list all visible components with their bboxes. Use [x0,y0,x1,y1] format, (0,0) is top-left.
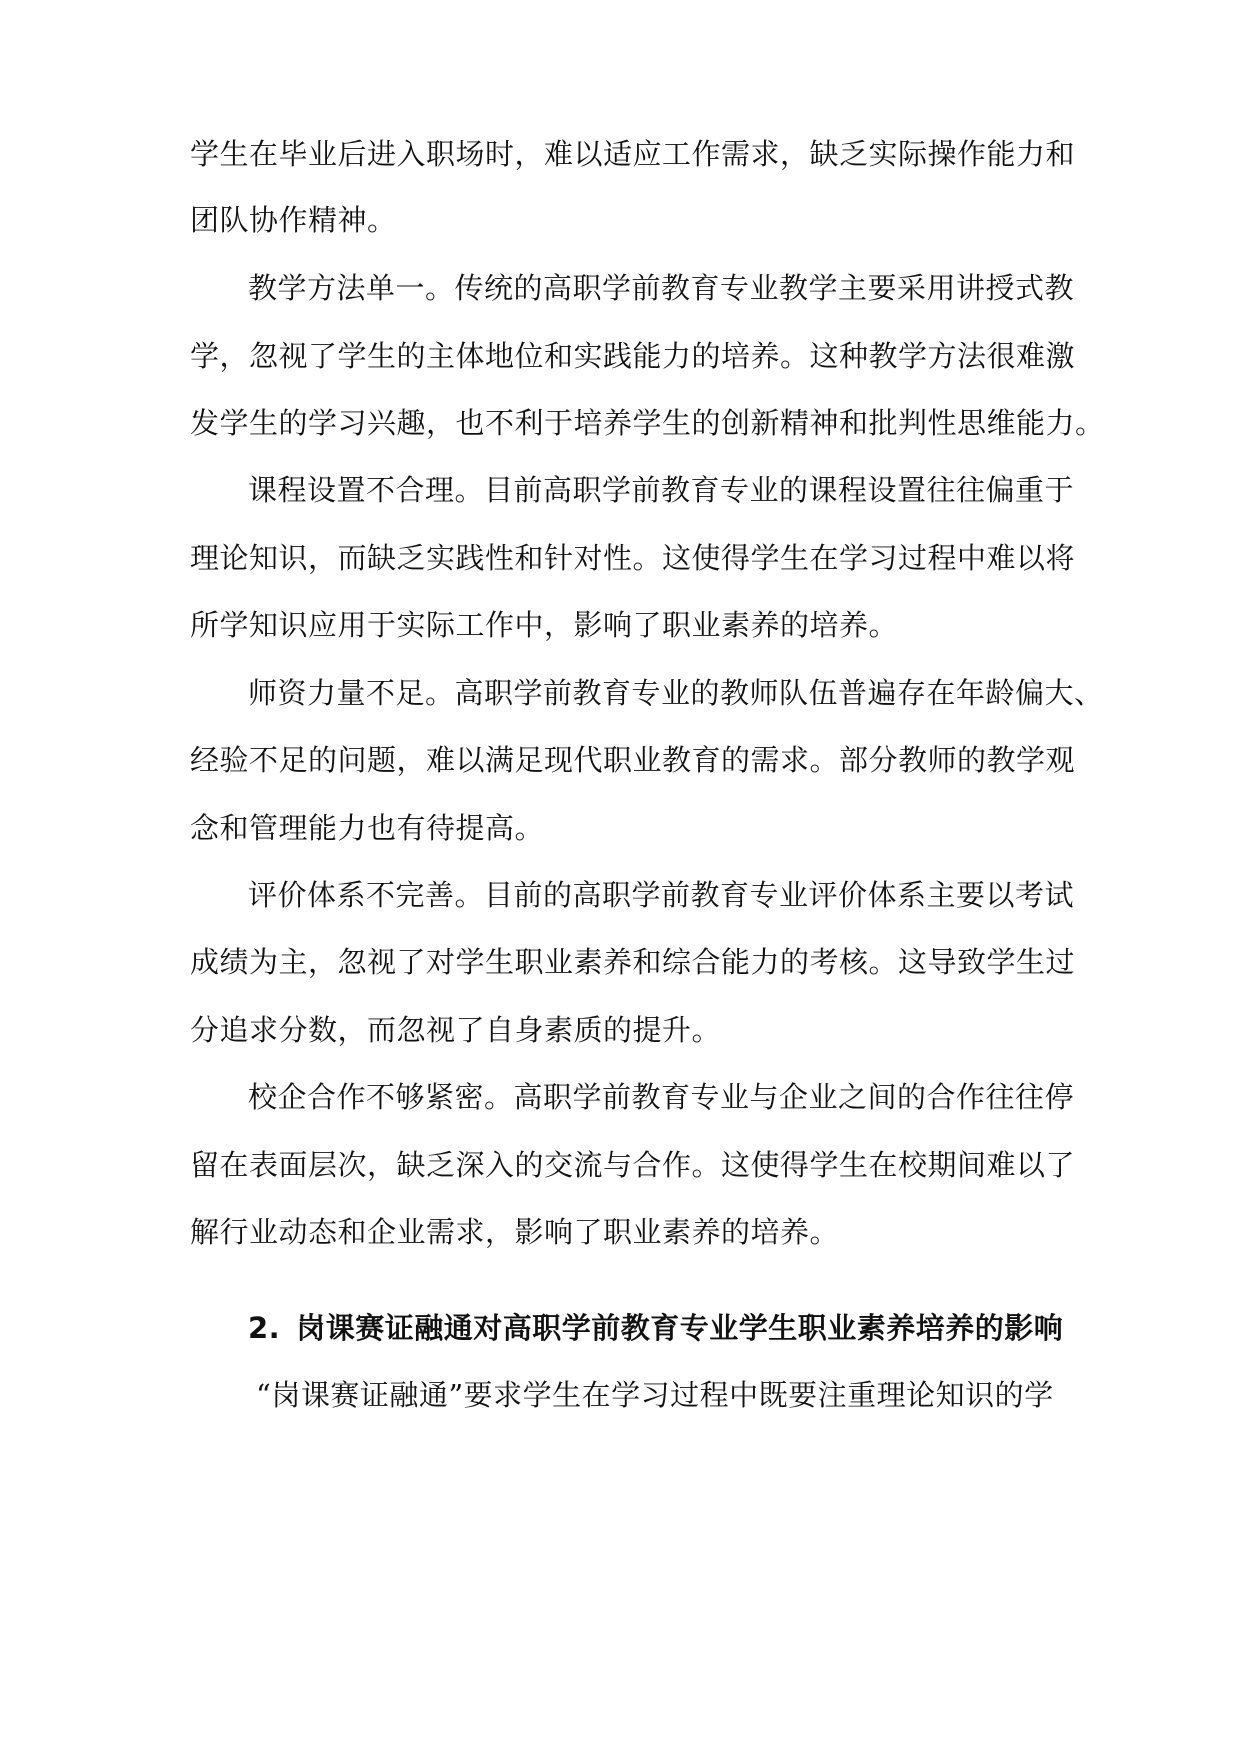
text-line: 发学生的学习兴趣，也不利于培养学生的创新精神和批判性思维能力。 [190,406,1105,440]
paragraph-first-line: 课程设置不合理。目前高职学前教育专业的课程设置往往偏重于 [248,473,1075,507]
section-title: 岗课赛证融通对高职学前教育专业学生职业素养培养的影响 [296,1311,1064,1345]
text-line: 解行业动态和企业需求，影响了职业素养的培养。 [190,1215,840,1249]
paragraph-first-line: “岗课赛证融通”要求学生在学习过程中既要注重理论知识的学 [256,1378,1054,1412]
paragraph-first-line: 评价体系不完善。目前的高职学前教育专业评价体系主要以考试 [248,878,1075,912]
paragraph-first-line: 教学方法单一。传统的高职学前教育专业教学主要采用讲授式教 [248,271,1075,305]
section-heading [248,1308,1064,1348]
paragraph-first-line: 校企合作不够紧密。高职学前教育专业与企业之间的合作往往停 [248,1080,1075,1114]
text-line: 分追求分数，而忽视了自身素质的提升。 [190,1013,722,1047]
text-line: 学，忽视了学生的主体地位和实践能力的培养。这种教学方法很难激 [190,339,1076,373]
text-line: 理论知识，而缺乏实践性和针对性。这使得学生在学习过程中难以将 [190,541,1076,575]
section-number: 2. [248,1311,281,1345]
text-line: 团队协作精神。 [190,203,397,237]
text-line: 成绩为主，忽视了对学生职业素养和综合能力的考核。这导致学生过 [190,945,1076,979]
text-line: 学生在毕业后进入职场时，难以适应工作需求，缺乏实际操作能力和 [190,137,1076,171]
text-line: 留在表面层次，缺乏深入的交流与合作。这使得学生在校期间难以了 [190,1148,1076,1182]
text-line: 所学知识应用于实际工作中，影响了职业素养的培养。 [190,608,899,642]
text-line: 念和管理能力也有待提高。 [190,811,545,845]
paragraph-first-line: 师资力量不足。高职学前教育专业的教师队伍普遍存在年龄偏大、 [248,676,1104,710]
text-line: 经验不足的问题，难以满足现代职业教育的需求。部分教师的教学观 [190,743,1076,777]
